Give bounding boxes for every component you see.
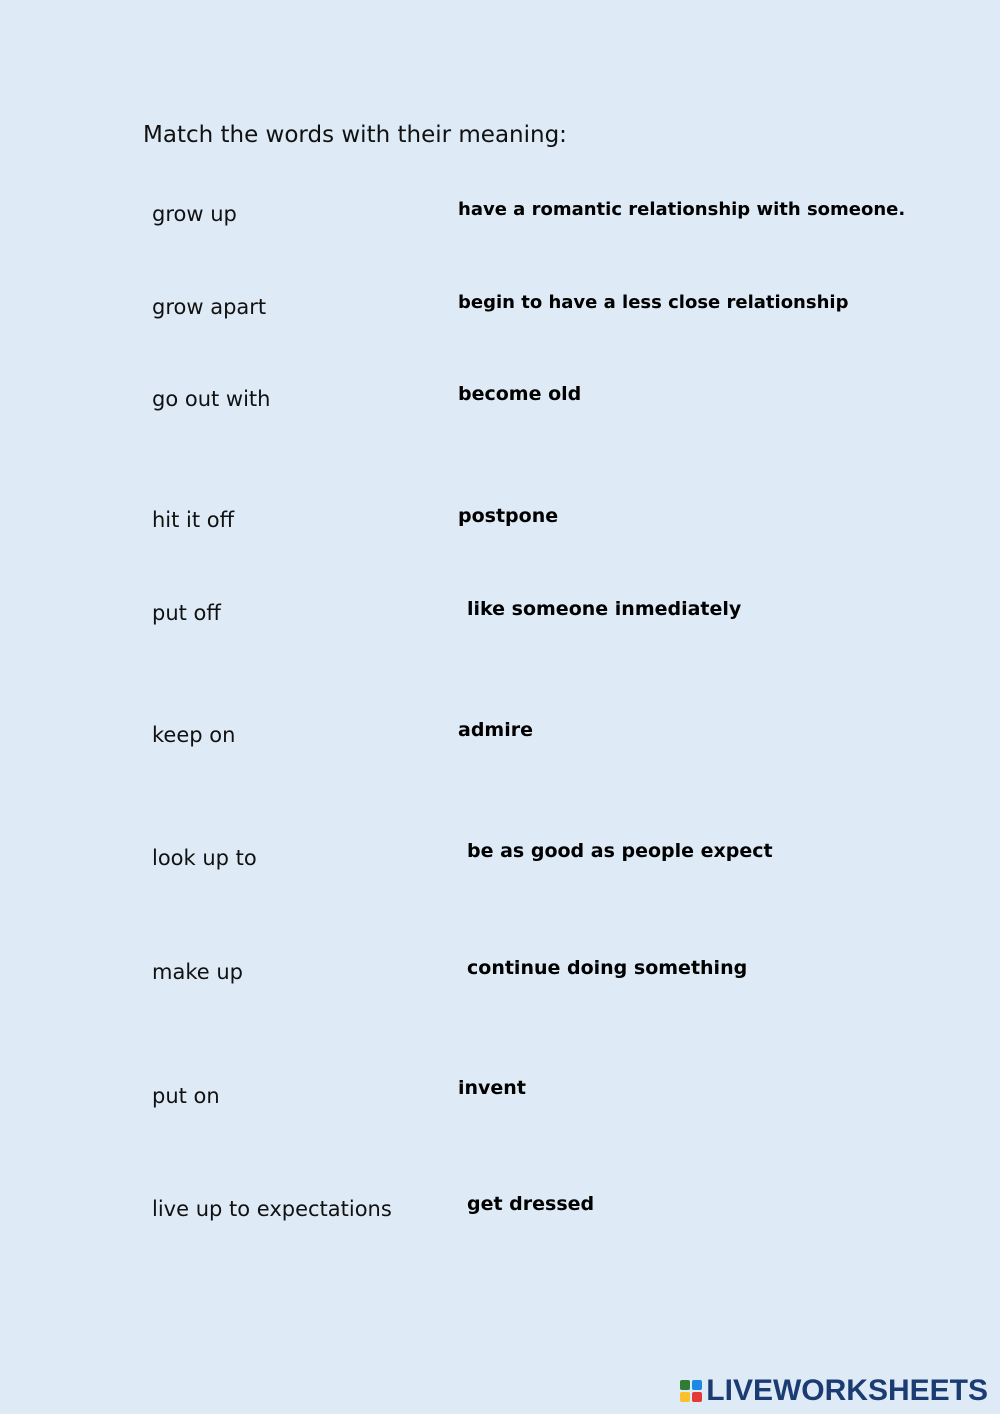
term-make-up: make up [152,960,243,984]
meaning-less-close-relationship: begin to have a less close relationship [458,292,849,313]
meaning-admire: admire [458,719,533,741]
term-go-out-with: go out with [152,387,271,411]
term-grow-apart: grow apart [152,295,267,319]
meaning-like-someone: like someone inmediately [467,598,742,620]
term-live-up-to-expectations: live up to expectations [152,1197,392,1221]
worksheet-title: Match the words with their meaning: [143,122,567,148]
meaning-as-good-as-expected: be as good as people expect [467,840,773,862]
meaning-become-old: become old [458,383,582,405]
meaning-invent: invent [458,1077,526,1099]
term-put-on: put on [152,1084,220,1108]
liveworksheets-logo-icon [680,1380,702,1402]
liveworksheets-logo-text: LIVEWORKSHEETS [706,1374,988,1407]
meaning-romantic-relationship: have a romantic relationship with someone. [458,199,906,220]
meaning-postpone: postpone [458,505,559,527]
liveworksheets-logo [680,1374,988,1408]
term-hit-it-off: hit it off [152,508,235,532]
term-grow-up: grow up [152,202,237,226]
term-keep-on: keep on [152,723,236,747]
term-look-up-to: look up to [152,846,257,870]
meaning-continue-doing: continue doing something [467,957,748,979]
term-put-off: put off [152,601,221,625]
meaning-get-dressed: get dressed [467,1193,595,1215]
